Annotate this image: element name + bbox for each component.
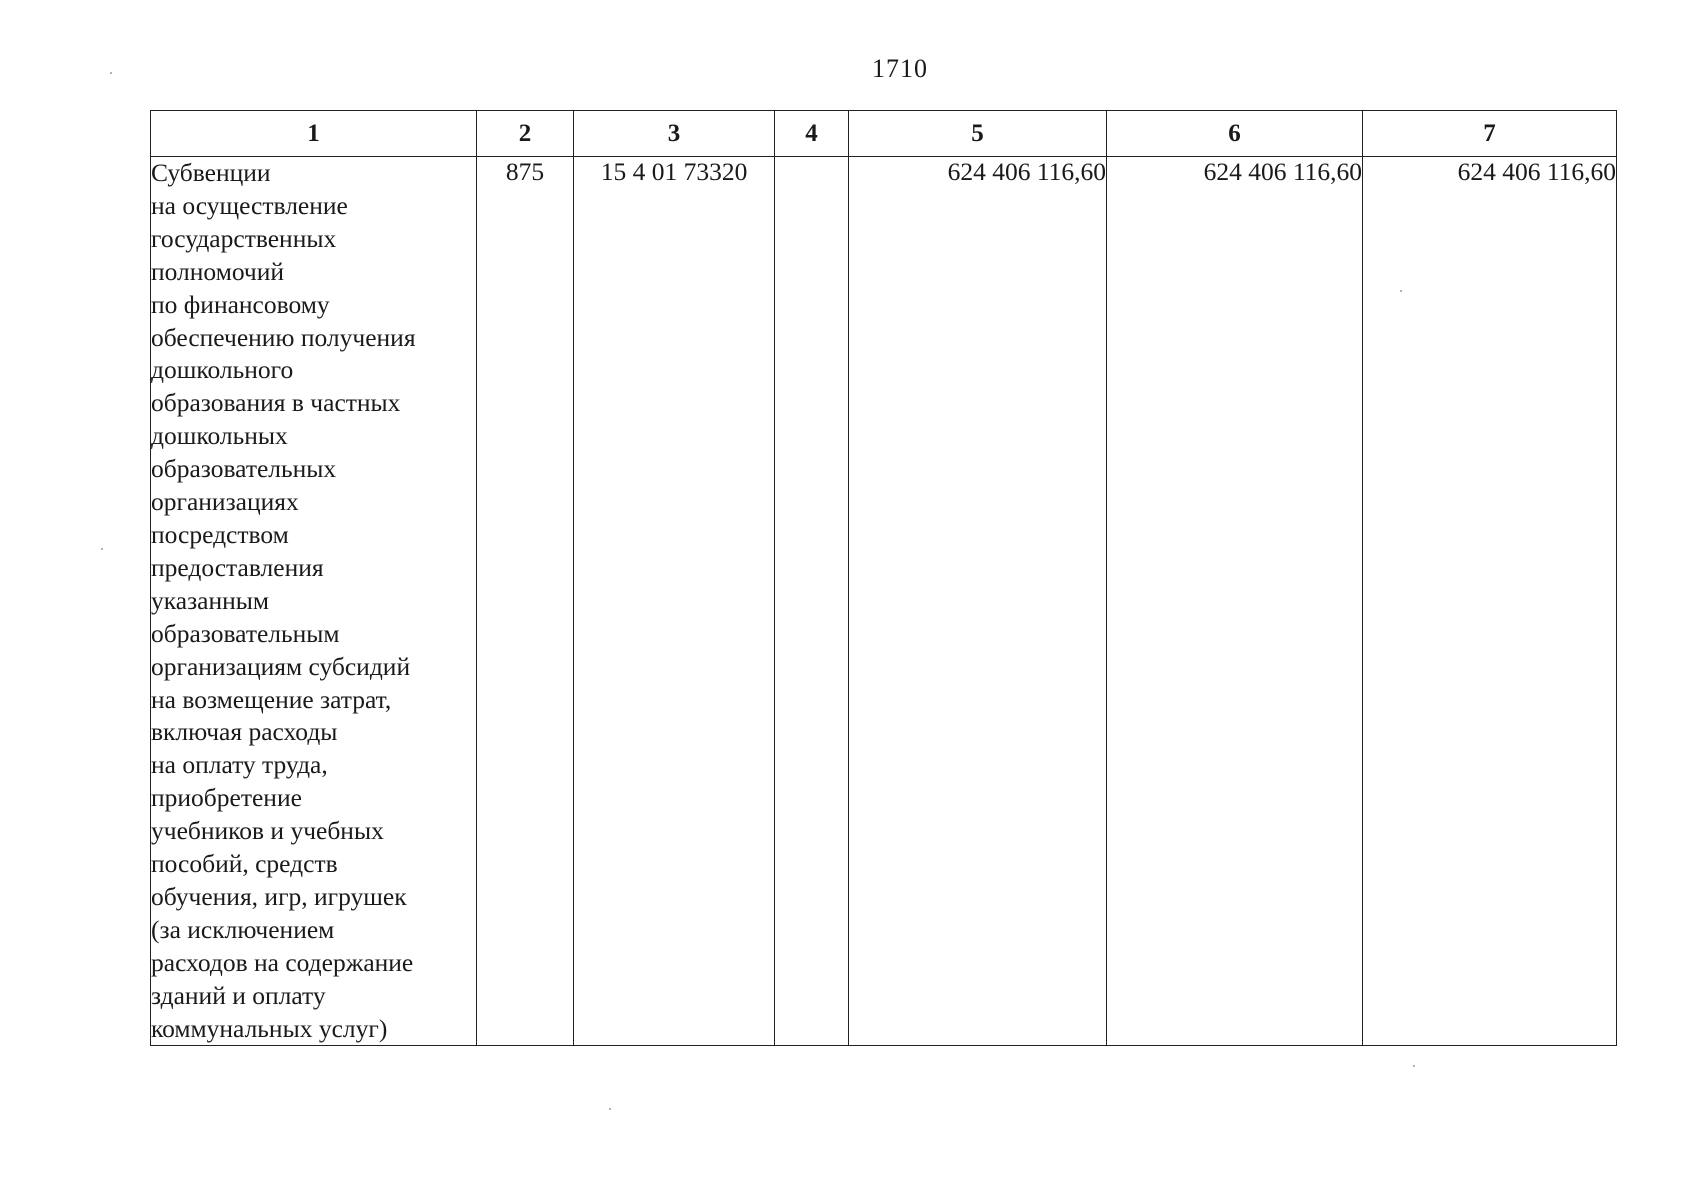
description-line: коммунальных услуг): [151, 1013, 388, 1043]
description-line: учебников и учебных: [151, 816, 384, 846]
scan-speck: [1400, 290, 1402, 292]
description-line: (за исключением: [151, 914, 335, 944]
description-line: включая расходы: [151, 717, 338, 747]
description-line: обучения, игр, игрушек: [151, 881, 407, 911]
code-cell: 875: [477, 157, 574, 1046]
scan-speck: [1413, 1065, 1415, 1067]
description-line: расходов на содержание: [151, 947, 414, 977]
description-line: обеспечению получения: [151, 322, 416, 352]
column-header-2: 2: [477, 111, 574, 157]
description-line: пособий, средств: [151, 849, 338, 879]
scan-speck: [101, 548, 103, 550]
description-line: дошкольного: [151, 355, 294, 385]
description-line: указанным: [151, 585, 270, 615]
page-number: 1710: [872, 54, 928, 83]
target-article-cell: 15 4 01 73320: [574, 157, 775, 1046]
table-row: [151, 157, 1617, 1046]
expense-type-cell: [775, 157, 849, 1046]
column-header-1: 1: [151, 111, 477, 157]
description-cell: [151, 157, 477, 1046]
description-line: на оплату труда,: [151, 750, 328, 780]
description-line: по финансовому: [151, 289, 330, 319]
column-header-3: 3: [574, 111, 775, 157]
description-line: предоставления: [151, 552, 324, 582]
column-header-4: 4: [775, 111, 849, 157]
amount-cell-7: 624 406 116,60: [1363, 157, 1617, 1046]
column-header-7: 7: [1363, 111, 1617, 157]
description-line: государственных: [151, 223, 337, 253]
description-line: организациях: [151, 487, 299, 517]
description-line: образовательным: [151, 618, 340, 648]
description-line: Субвенции: [151, 158, 271, 187]
description-line: посредством: [151, 519, 289, 549]
amount-cell-5: 624 406 116,60: [849, 157, 1107, 1046]
description-line: образования в частных: [151, 388, 401, 418]
description-line: организациям субсидий: [151, 651, 411, 681]
description-line: приобретение: [151, 783, 302, 813]
description-line: образовательных: [151, 454, 337, 484]
scan-speck: [609, 1108, 611, 1110]
description-line: зданий и оплату: [151, 980, 326, 1010]
description-line: на возмещение затрат,: [151, 684, 392, 714]
description-line: полномочий: [151, 256, 285, 286]
header-row: [151, 111, 1617, 157]
description-line: на осуществление: [151, 190, 348, 220]
budget-table: [150, 110, 1617, 1046]
description-line: дошкольных: [151, 421, 288, 451]
column-header-6: 6: [1107, 111, 1363, 157]
column-header-5: 5: [849, 111, 1107, 157]
amount-cell-6: 624 406 116,60: [1107, 157, 1363, 1046]
scan-speck: [110, 72, 112, 74]
